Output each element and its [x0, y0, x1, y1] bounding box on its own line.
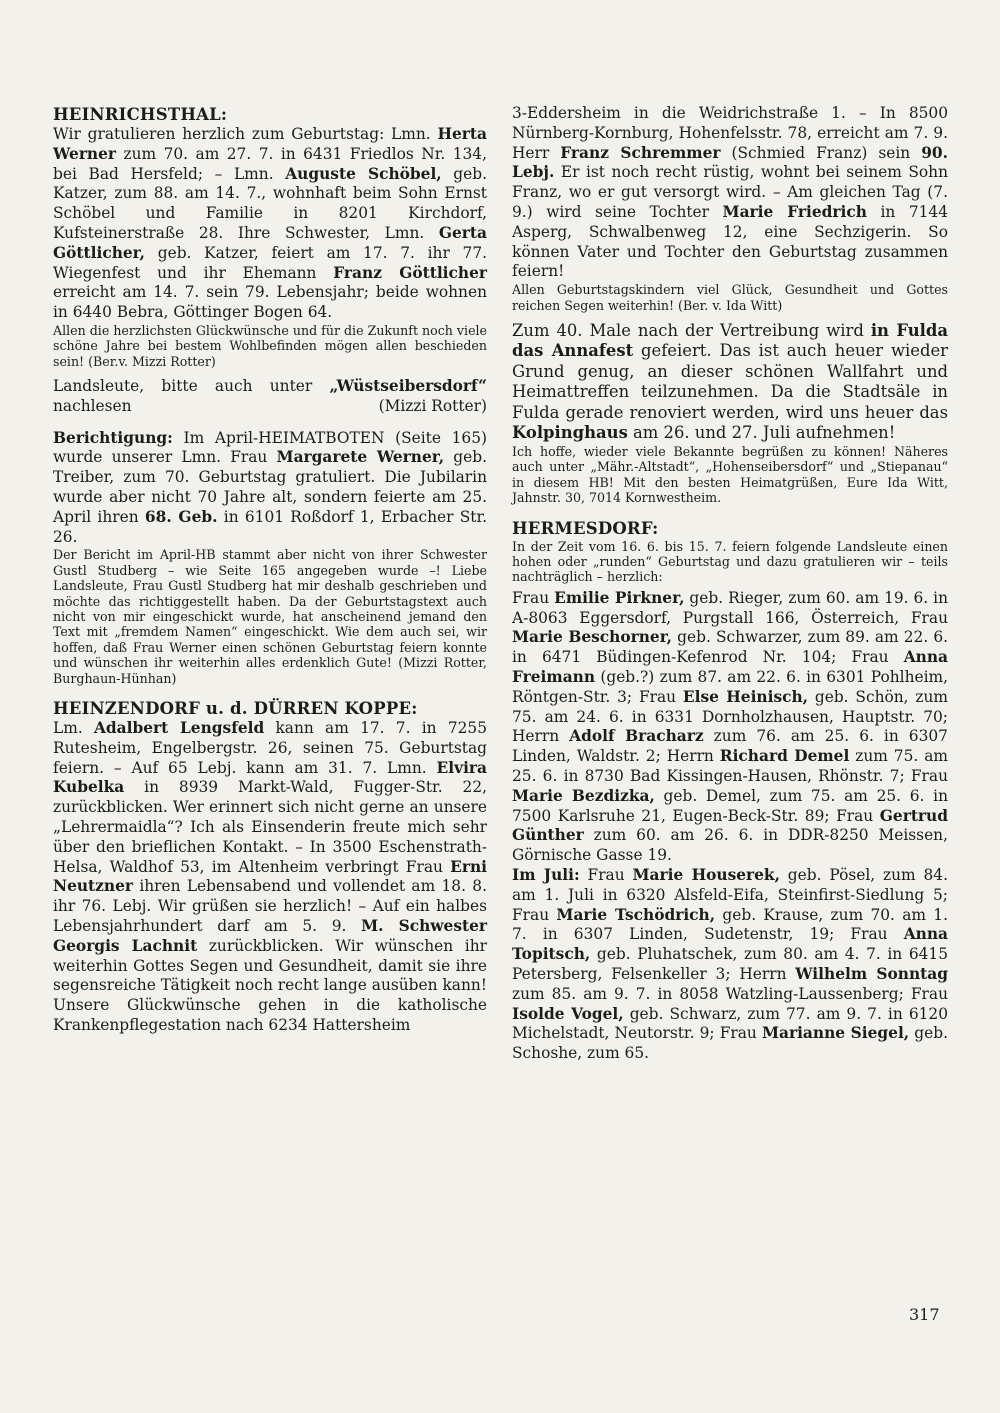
heading-heinrichsthal: HEINRICHSTHAL: — [53, 105, 228, 124]
bold-name: Anna Freimann — [512, 648, 948, 687]
bold-name: Kolpinghaus — [512, 423, 628, 443]
bold-name: Franz Schremmer — [560, 143, 721, 162]
bold-name: Marie Bezdizka, — [512, 786, 655, 805]
continued-paragraph: 3-Eddersheim in die Weidrichstraße 1. – In 8500 Nürnberg-Kornburg, Hohenfelsstr. 78, erreicht am 7. 9. Herr Franz Schremmer (Schmied Franz) sein 90. Lebj. Er ist noch recht rüstig, wohnt bei seinem Sohn Franz, wo er gut versorgt wird. – Am gleichen Tag (7. 9.) wird seine Tochter Marie Friedrich in 7144 Asperg, Schwalbenweg 12, eine Sechzigerin. So können Vater und Tochter den Geburtstag zusammen feiern! — [512, 104, 948, 281]
bold-name: Gertrud Günther — [512, 806, 948, 845]
bold-name: Erni Neutzner — [53, 857, 487, 896]
right-column — [512, 104, 948, 1064]
bold-name: Im Juli: — [512, 865, 580, 884]
bold-name: Richard Demel — [719, 747, 850, 766]
bold-name: Emilie Pirkner, — [554, 588, 685, 607]
bold-name: Margarete Werner, — [276, 448, 445, 467]
heinrichsthal-note: Allen die herzlichsten Glückwünsche und für die Zukunft noch viele schöne Jahre bei bestem Wohlbefinden mögen allen beschieden sein! (Ber.v. Mizzi Rotter) — [53, 322, 487, 369]
hermesdorf-intro: In der Zeit vom 16. 6. bis 15. 7. feiern folgende Landsleute einen hohen oder „runden“ Geburtstag und dazu gratulieren wir – teils nachträglich – herzlich: — [512, 538, 948, 585]
bold-name: 90. Lebj. — [512, 143, 948, 182]
bold-name: „Wüstseibersdorf“ — [329, 377, 487, 396]
heinrichsthal-paragraph: Wir gratulieren herzlich zum Geburtstag: Lmn. Herta Werner zum 70. am 27. 7. in 6431 Friedlos Nr. 134, bei Bad Hersfeld; – Lmn. Auguste Schöbel, geb. Katzer, zum 88. am 14. 7., wohnhaft beim Sohn Ernst Schöbel und Familie in 8201 Kirchdorf, Kufsteinerstraße 28. Ihre Schwester, Lmn. Gerta Göttlicher, geb. Katzer, feiert am 17. 7. ihr 77. Wiegenfest und ihr Ehemann Franz Göttlicher erreicht am 14. 7. sein 79. Lebensjahr; beide wohnen in 6440 Bebra, Göttinger Bogen 64. — [53, 125, 488, 322]
bold-name: Auguste Schöbel, — [285, 164, 442, 183]
bold-name: Isolde Vogel, — [512, 1004, 624, 1023]
bold-name: Adalbert Lengsfeld — [93, 719, 265, 738]
bold-name: Franz Göttlicher — [333, 263, 487, 282]
bold-name: Herta Werner — [53, 125, 487, 163]
berichtigung-note: Der Bericht im April-HB stammt aber nicht von ihrer Schwester Gustl Studberg – wie Seite 165 angegeben wurde –! Liebe Landsleute, Frau Gustl Studberg hat mir deshalb geschrieben und möchte das richtiggestellt haben. Da der Geburtstagstext auch nicht von mir eingeschickt wurde, hat anscheinend jemand den Text mit „fremdem Namen“ eingeschickt. Wie dem auch sei, wir hoffen, daß Frau Werner einen schönen Geburtstag feiern konnte und wünschen ihr weiterhin alles erdenklich Gute! (Mizzi Rotter, Burghaun-Hünhan) — [53, 547, 487, 686]
hermesdorf-june-list: Frau Emilie Pirkner, geb. Rieger, zum 60. am 19. 6. in A-8063 Eggersdorf, Purgstall 166, Österreich, Frau Marie Beschorner, geb. Schwarzer, zum 89. am 22. 6. in 6471 Büdingen-Kefenrod Nr. 104; Frau Anna Freimann (geb.?) zum 87. am 22. 6. in 6301 Pohlheim, Röntgen-Str. 3; Frau Else Heinisch, geb. Schön, zum 75. am 24. 6. in 6331 Dornholzhausen, Hauptstr. 70; Herrn Adolf Bracharz zum 76. am 25. 6. in 6307 Linden, Waldstr. 2; Herrn Richard Demel zum 75. am 25. 6. in 8730 Bad Kissingen-Hausen, Rhönstr. 7; Frau Marie Bezdizka, geb. Demel, zum 75. am 25. 6. in 7500 Karlsruhe 21, Eugen-Beck-Str. 89; Frau Gertrud Günther zum 60. am 26. 6. in DDR-8250 Meissen, Görnische Gasse 19. — [512, 588, 948, 865]
page-number: 317 — [909, 1305, 940, 1324]
bold-name: M. Schwester Georgis Lachnit — [53, 916, 487, 955]
fulda-paragraph: Zum 40. Male nach der Vertreibung wird in Fulda das Annafest gefeiert. Das ist auch heuer wieder Grund genug, an dieser schönen Wallfahrt und Heimattreffen teilzunehmen. Da die Stadtsäle in Fulda gerade renoviert werden, wird uns heuer das Kolpinghaus am 26. und 27. Juli aufnehmen! — [512, 320, 948, 443]
heinzendorf-paragraph: Lm. Adalbert Lengsfeld kann am 17. 7. in 7255 Rutesheim, Engelbergstr. 26, seinen 75. Geburtstag feiern. – Auf 65 Lebj. kann am 31. 7. Lmn. Elvira Kubelka in 8939 Markt-Wald, Fugger-Str. 22, zurückblicken. Wer erinnert sich nicht gerne an unsere „Lehrermaidla“? Ich als Einsenderin freute mich sehr über den brieflichen Kontakt. – In 3500 Eschenstrath-Helsa, Waldhof 53, im Altenheim verbringt Frau Erni Neutzner ihren Lebensabend und vollendet am 18. 8. ihr 76. Lebj. Wir grüßen sie herzlich! – Auf ein halbes Lebensjahrhundert darf am 5. 9. M. Schwester Georgis Lachnit zurückblicken. Wir wünschen ihr weiterhin Gottes Segen und Gesundheit, damit sie ihre segensreiche Tätigkeit noch recht lange ausüben kann! Unsere Glückwünsche gehen in die katholische Krankenpflegestation nach 6234 Hattersheim — [53, 719, 487, 1034]
heading-heinzendorf: HEINZENDORF u. d. DÜRREN KOPPE: — [53, 699, 418, 719]
bold-name: Berichtigung: — [53, 428, 173, 447]
heading-hermesdorf: HERMESDORF: — [512, 518, 659, 538]
fulda-note: Ich hoffe, wieder viele Bekannte begrüßen zu können! Näheres auch unter „Mähr.-Altstadt“, „Hohenseibersdorf“ und „Stiepanau“ in diesem HB! Mit den besten Heimatgrüßen, Eure Ida Witt, Jahnstr. 30, 7014 Kornwestheim. — [512, 443, 948, 506]
heinrichsthal-signature: (Mizzi Rotter) — [378, 396, 487, 415]
bold-name: Marie Houserek, — [632, 865, 780, 884]
bold-name: Elvira Kubelka — [53, 758, 487, 797]
bold-name: Marie Friedrich — [722, 202, 867, 221]
bold-name: Marie Beschorner, — [512, 628, 673, 647]
hermesdorf-july-list: Im Juli: Frau Marie Houserek, geb. Pösel, zum 84. am 1. Juli in 6320 Alsfeld-Eifa, Steinfirst-Siedlung 5; Frau Marie Tschödrich, geb. Krause, zum 70. am 1. 7. in 6307 Linden, Sudetenstr, 19; Frau Anna Topitsch, geb. Pluhatschek, zum 80. am 4. 7. in 6415 Petersberg, Felsenkeller 3; Herrn Wilhelm Sonntag zum 85. am 9. 7. in 8058 Watzling-Laussenberg; Frau Isolde Vogel, geb. Schwarz, zum 77. am 9. 7. in 6120 Michelstadt, Neutorstr. 9; Frau Marianne Siegel, geb. Schoshe, zum 65. — [512, 865, 948, 1063]
bold-name: Marie Tschödrich, — [556, 905, 716, 924]
bold-name: Wilhelm Sonntag — [795, 964, 948, 983]
bold-name: Adolf Bracharz — [569, 727, 704, 746]
continued-note: Allen Geburtstagskindern viel Glück, Gesundheit und Gottes reichen Segen weiterhin! (Ber. v. Ida Witt) — [512, 282, 948, 313]
heinrichsthal-crossref: Landsleute, bitte auch unter „Wüstseibersdorf“ nachlesen — [53, 377, 487, 415]
bold-name: in Fulda das Annafest — [512, 320, 948, 361]
bold-name: Marianne Siegel, — [761, 1024, 910, 1043]
bold-name: Anna Topitsch, — [512, 925, 948, 964]
bold-name: Gerta Göttlicher, — [53, 223, 487, 262]
left-column — [53, 104, 487, 1036]
berichtigung-paragraph: Berichtigung: Im April-HEIMATBOTEN (Seite 165) wurde unserer Lmn. Frau Margarete Werner, geb. Treiber, zum 70. Geburtstag gratuliert. Die Jubilarin wurde aber nicht 70 Jahre alt, sondern feierte am 25. April ihren 68. Geb. in 6101 Roßdorf 1, Erbacher Str. 26. — [53, 428, 487, 546]
bold-name: Else Heinisch, — [682, 687, 809, 706]
bold-name: 68. Geb. — [144, 507, 218, 526]
